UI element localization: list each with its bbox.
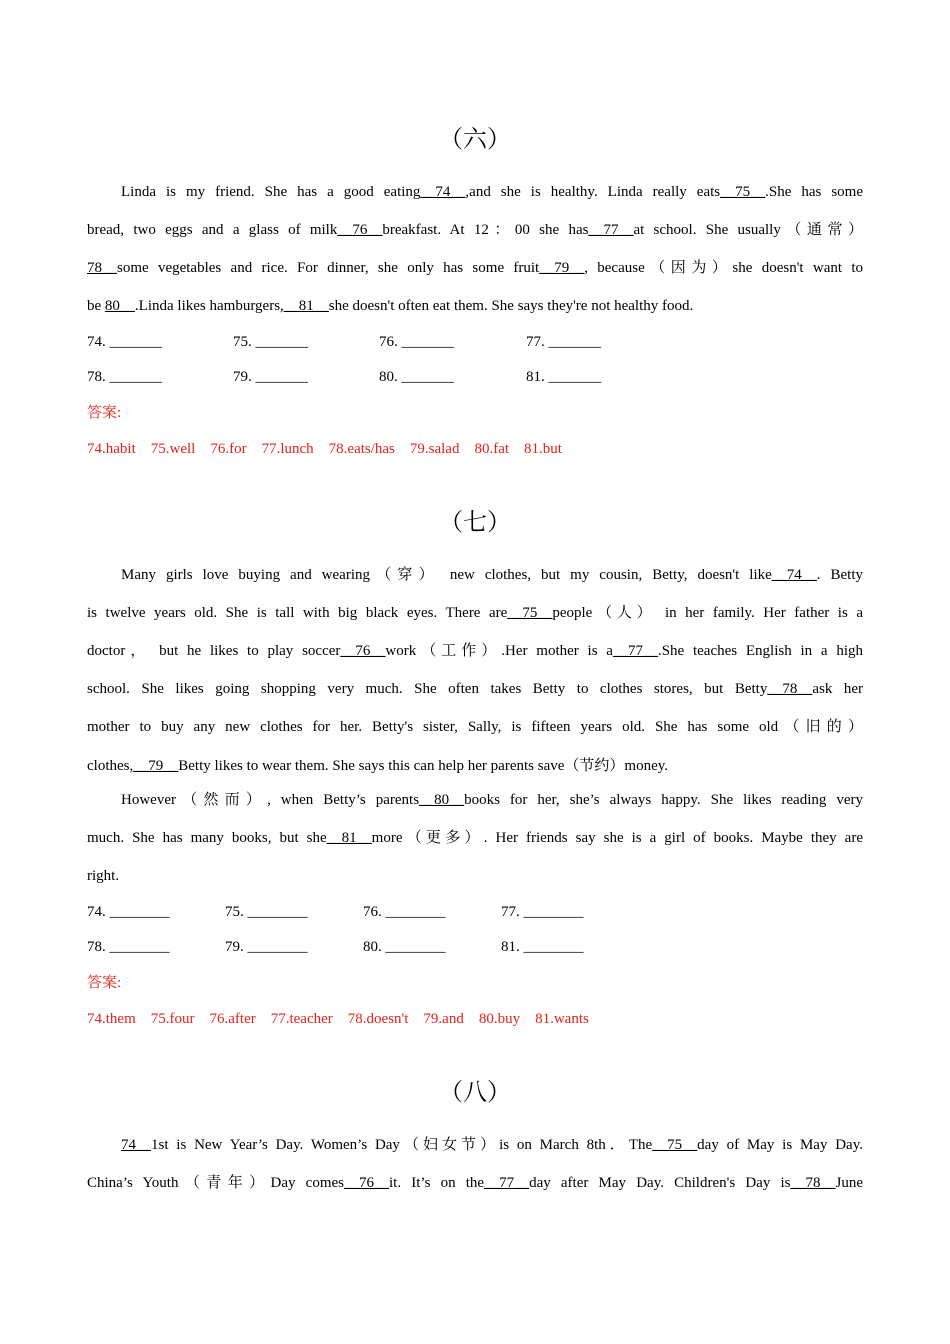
answer-item: 76.after xyxy=(209,1011,256,1027)
question-blank: 80. _______ xyxy=(379,369,454,385)
answer-item: 74.them xyxy=(87,1011,136,1027)
question-blank: 74. ________ xyxy=(87,904,170,920)
sec7-passage-line-3: doctor， but he likes to play soccer__76__work（工作）.Her mother is a__77__.She teaches English in a high xyxy=(87,643,863,659)
answer-item: 78.doesn't xyxy=(347,1011,409,1027)
answer-item: 75.four xyxy=(150,1011,195,1027)
question-blank: 79. ________ xyxy=(225,939,308,955)
question-blank: 75. ________ xyxy=(225,904,308,920)
section-6-title: （六） xyxy=(439,125,511,153)
question-blank: 79. _______ xyxy=(233,369,308,385)
sec7-passage2-line-2: much. She has many books, but she__81__more（更多）. Her friends say she is a girl of books. Maybe they are xyxy=(87,830,863,846)
sec7-answer-row xyxy=(87,1009,604,1029)
sec7-passage-line-1: Many girls love buying and wearing（穿） new clothes, but my cousin, Betty, doesn't like__74__. Betty xyxy=(121,567,864,583)
question-blank: 76. ________ xyxy=(363,904,446,920)
sec7-answer-label: 答案: xyxy=(87,975,122,991)
sec6-passage-line-3: 78__some vegetables and rice. For dinner, she only has some fruit__79__, because（因为）she doesn't want to xyxy=(87,260,863,276)
question-blank: 78. ________ xyxy=(87,939,170,955)
sec6-answer-row xyxy=(87,439,577,459)
answer-item: 80.buy xyxy=(478,1011,521,1027)
answer-item: 75.well xyxy=(150,441,196,457)
answer-item: 77.lunch xyxy=(261,441,314,457)
sec6-passage-line-2: bread, two eggs and a glass of milk__76__breakfast. At 12：00 she has__77__at school. She usually（通常） xyxy=(87,222,863,238)
answer-item: 76.for xyxy=(210,441,247,457)
answer-item: 78.eats/has xyxy=(328,441,395,457)
answer-item: 81.but xyxy=(524,441,562,457)
answer-item: 79.and xyxy=(423,1011,464,1027)
question-blank: 81. ________ xyxy=(501,939,584,955)
answer-item: 77.teacher xyxy=(270,1011,333,1027)
question-blank: 80. ________ xyxy=(363,939,446,955)
sec8-passage-line-1: 74__1st is New Year’s Day. Women’s Day（妇女节）is on March 8th．The__75__day of May is May Day. xyxy=(121,1137,863,1153)
answer-item: 80.fat xyxy=(474,441,510,457)
question-blank: 81. _______ xyxy=(526,369,601,385)
question-blank: 77. ________ xyxy=(501,904,584,920)
section-7-title: （七） xyxy=(439,508,511,536)
sec6-passage-line-1: Linda is my friend. She has a good eating__74__,and she is healthy. Linda really eats__75__.She has some xyxy=(121,184,863,200)
answer-item: 79.salad xyxy=(409,441,460,457)
sec6-passage-line-4: be 80__.Linda likes hamburgers,__81__she doesn't often eat them. She says they're not healthy food. xyxy=(87,298,694,314)
section-8-title: （八） xyxy=(439,1078,511,1106)
sec7-passage2-line-1: However（然而）, when Betty’s parents__80__books for her, she’s always happy. She likes reading very xyxy=(121,792,863,808)
question-blank: 74. _______ xyxy=(87,334,162,350)
question-blank: 78. _______ xyxy=(87,369,162,385)
sec7-passage2-line-3: right. xyxy=(87,868,120,884)
sec7-passage-line-5: mother to buy any new clothes for her. Betty's sister, Sally, is fifteen years old. She has some old（旧的） xyxy=(87,719,863,735)
question-blank: 75. _______ xyxy=(233,334,308,350)
answer-item: 81.wants xyxy=(535,1011,589,1027)
sec7-passage-line-2: is twelve years old. She is tall with big black eyes. There are__75__people（人） in her family. Her father is a xyxy=(87,605,863,621)
sec6-answer-label: 答案: xyxy=(87,405,122,421)
answer-item: 74.habit xyxy=(87,441,136,457)
question-blank: 77. _______ xyxy=(526,334,601,350)
sec7-passage-line-4: school. She likes going shopping very much. She often takes Betty to clothes stores, but Betty__78__ask her xyxy=(87,681,863,697)
question-blank: 76. _______ xyxy=(379,334,454,350)
sec8-passage-line-2: China’s Youth（青年）Day comes__76__it. It’s on the__77__day after May Day. Children's Day is__78__June xyxy=(87,1175,863,1191)
sec7-passage-line-6: clothes,__79__Betty likes to wear them. She says this can help her parents save（节约）money. xyxy=(87,758,668,774)
